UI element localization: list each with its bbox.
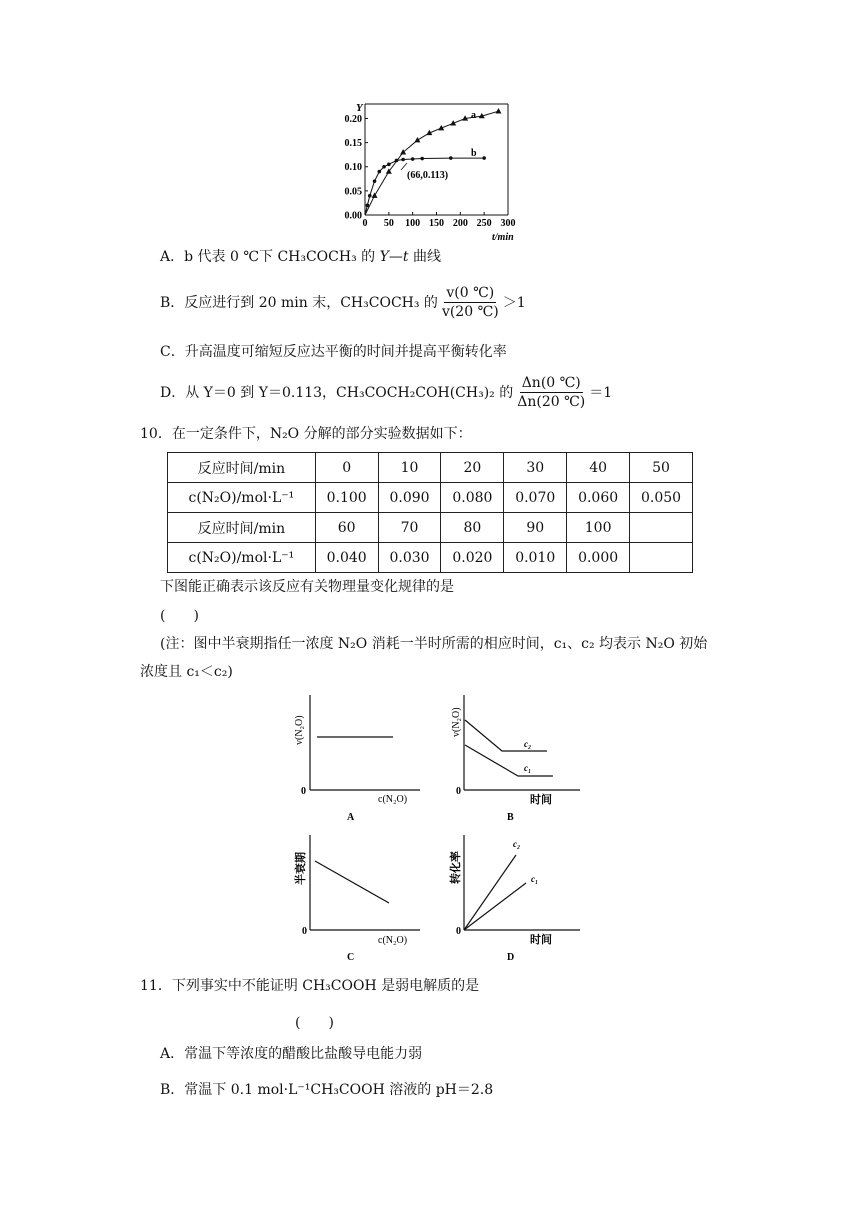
q9-option-a: [160, 247, 441, 267]
q9-b-numerator: v(0 ℃): [446, 285, 495, 301]
graph-b-curve-c1: [465, 745, 553, 776]
q9-b-fraction: [440, 284, 501, 321]
x-tick-label: 200: [452, 218, 468, 229]
table-cell: 60: [315, 513, 378, 543]
q10-answer-paren: ( ): [160, 608, 199, 624]
graph-d-curve-c2: [464, 855, 516, 930]
table-cell: 20: [441, 453, 504, 483]
table-cell: 0.030: [378, 543, 441, 573]
q9-option-b: [160, 284, 526, 321]
table-row-header: c(N₂O)/mol·L⁻¹: [168, 483, 316, 513]
table-cell: 0.070: [504, 483, 567, 513]
series-b-point: [368, 194, 372, 198]
q9-a-t: t: [402, 249, 409, 265]
series-a-line: [365, 111, 499, 215]
table-cell: 40: [567, 453, 630, 483]
graph-d-c2-label: c₂: [513, 839, 521, 849]
q9-b-prefix: B．反应进行到 20 min 末，CH₃COCH₃ 的: [160, 294, 438, 311]
table-cell: 30: [504, 453, 567, 483]
q11-answer-paren: ( ): [295, 1015, 334, 1031]
graph-b-label: B: [507, 812, 514, 823]
x-tick-label: 100: [405, 218, 421, 229]
table-cell: 0.010: [504, 543, 567, 573]
x-tick-label: 150: [429, 218, 444, 229]
series-a-point: [414, 137, 420, 142]
series-a-point: [495, 108, 501, 113]
table-row-header: c(N₂O)/mol·L⁻¹: [168, 543, 316, 573]
graph-b-curve-c2: [465, 720, 547, 751]
q9-d-denominator: Δn(20 ℃): [517, 394, 586, 410]
table-cell: 0.090: [378, 483, 441, 513]
graph-d-ylabel: 转化率: [450, 851, 462, 884]
table-cell: 0.100: [315, 483, 378, 513]
y-tick-label: 0.05: [344, 186, 362, 198]
q11-stem: 11．下列事实中不能证明 CH₃COOH 是弱电解质的是: [140, 978, 480, 994]
q9-a-suffix: 曲线: [408, 249, 441, 265]
chart-axes: [365, 104, 508, 215]
q11-option-a: A．常温下等浓度的醋酸比盐酸导电能力弱: [160, 1046, 423, 1062]
graph-c-curve: [315, 861, 389, 903]
q9-a-dash: —: [388, 249, 403, 265]
table-row: [168, 513, 693, 543]
q9-d-numerator: Δn(0 ℃): [521, 375, 581, 391]
x-tick-label: 50: [383, 218, 394, 229]
table-cell: 100: [567, 513, 630, 543]
q9-d-prefix: D．从 Y＝0 到 Y＝0.113，CH₃COCH₂COH(CH₃)₂ 的: [160, 384, 514, 401]
q9-d-suffix: ＝1: [589, 384, 613, 401]
q11-option-b: B．常温下 0.1 mol·L⁻¹CH₃COOH 溶液的 pH＝2.8: [160, 1082, 494, 1098]
reaction-progress-chart: [325, 100, 525, 245]
y-tick-label: 0.00: [344, 210, 362, 222]
q10-prompt: 下图能正确表示该反应有关物理量变化规律的是: [160, 579, 454, 595]
graph-c-label: C: [347, 952, 355, 963]
table-row: [168, 453, 693, 483]
graph-d-c1-label: c₁: [531, 874, 539, 884]
y-tick-label: 0.15: [344, 138, 362, 150]
table-cell: [630, 543, 693, 573]
series-a-label: a: [471, 110, 476, 121]
table-cell: 10: [378, 453, 441, 483]
q9-d-fraction: [515, 374, 587, 411]
table-row: [168, 483, 693, 513]
graph-b-xlabel: 时间: [530, 794, 552, 806]
table-cell: 0.020: [441, 543, 504, 573]
series-b-point: [411, 157, 415, 161]
graph-d: [440, 830, 590, 965]
series-b-point: [420, 157, 424, 161]
graph-b-ylabel: v(N₂O): [451, 707, 462, 737]
series-b-point: [382, 165, 386, 169]
y-axis-label: Y: [356, 102, 363, 114]
graph-a-ylabel: v(N₂O): [294, 715, 305, 745]
table-cell: 0.040: [315, 543, 378, 573]
graph-d-curve-c1: [464, 883, 526, 930]
x-tick-label: 0: [362, 218, 368, 229]
series-b-point: [401, 158, 405, 162]
series-b-point: [366, 204, 370, 208]
graph-b-c2-label: c₂: [524, 739, 532, 749]
series-b-label: b: [471, 148, 477, 159]
series-b-point: [449, 156, 453, 160]
table-cell: 80: [441, 513, 504, 543]
table-row: [168, 543, 693, 573]
series-b-point: [395, 159, 399, 163]
table-cell: 90: [504, 513, 567, 543]
graph-b: [440, 690, 590, 825]
graph-c: [280, 830, 430, 965]
table-cell: 50: [630, 453, 693, 483]
y-tick-label: 0.10: [344, 162, 362, 174]
graph-c-ylabel: 半衰期: [295, 852, 307, 885]
q9-b-suffix: ＞1: [502, 294, 526, 311]
x-tick-label: 250: [476, 218, 492, 229]
q9-c-text: C．升高温度可缩短反应达平衡的时间并提高平衡转化率: [160, 344, 507, 360]
series-b-point: [482, 156, 486, 160]
graph-a-xlabel: c(N₂O): [378, 794, 408, 805]
q9-a-y: Y: [379, 249, 389, 265]
q10-note-line2: 浓度且 c₁＜c₂): [140, 664, 233, 680]
series-a-point: [372, 192, 378, 197]
q9-b-denominator: v(20 ℃): [441, 304, 499, 320]
table-cell: [630, 513, 693, 543]
series-b-point: [387, 163, 391, 167]
graph-b-c1-label: c₁: [524, 763, 532, 773]
graph-a-label: A: [347, 812, 355, 823]
graph-a: [280, 690, 430, 825]
y-tick-label: 0.20: [344, 113, 362, 125]
table-cell: 0.060: [567, 483, 630, 513]
table-cell: 70: [378, 513, 441, 543]
q10-note-line1: (注：图中半衰期指任一浓度 N₂O 消耗一半时所需的相应时间，c₁、c₂ 均表示 N₂O 初始: [160, 636, 708, 652]
q9-option-d: [160, 374, 612, 411]
table-cell: 0.050: [630, 483, 693, 513]
annotation-leader: [401, 163, 407, 170]
graph-d-label: D: [507, 952, 515, 963]
q9-option-c: [160, 342, 507, 362]
table-cell: 0.000: [567, 543, 630, 573]
graph-c-xlabel: c(N₂O): [378, 935, 408, 946]
table-cell: 0: [315, 453, 378, 483]
q9-a-prefix: A．b 代表 0 ℃下 CH₃COCH₃ 的: [160, 249, 380, 265]
graph-a-origin: 0: [301, 786, 306, 797]
x-tick-label: 300: [500, 218, 516, 229]
graph-b-origin: 0: [456, 786, 461, 797]
graph-c-origin: 0: [302, 926, 307, 937]
series-b-point: [378, 170, 382, 174]
table-cell: 0.080: [441, 483, 504, 513]
x-axis-label: t/min: [492, 232, 514, 243]
graph-d-xlabel: 时间: [530, 934, 552, 946]
q10-stem: 10．在一定条件下，N₂O 分解的部分实验数据如下：: [140, 426, 472, 442]
graph-d-origin: 0: [456, 926, 461, 937]
table-row-header: 反应时间/min: [168, 453, 316, 483]
series-b-point: [373, 179, 377, 183]
table-row-header: 反应时间/min: [168, 513, 316, 543]
n2o-data-table: [167, 452, 693, 573]
annotation-label: (66,0.113): [407, 170, 449, 181]
